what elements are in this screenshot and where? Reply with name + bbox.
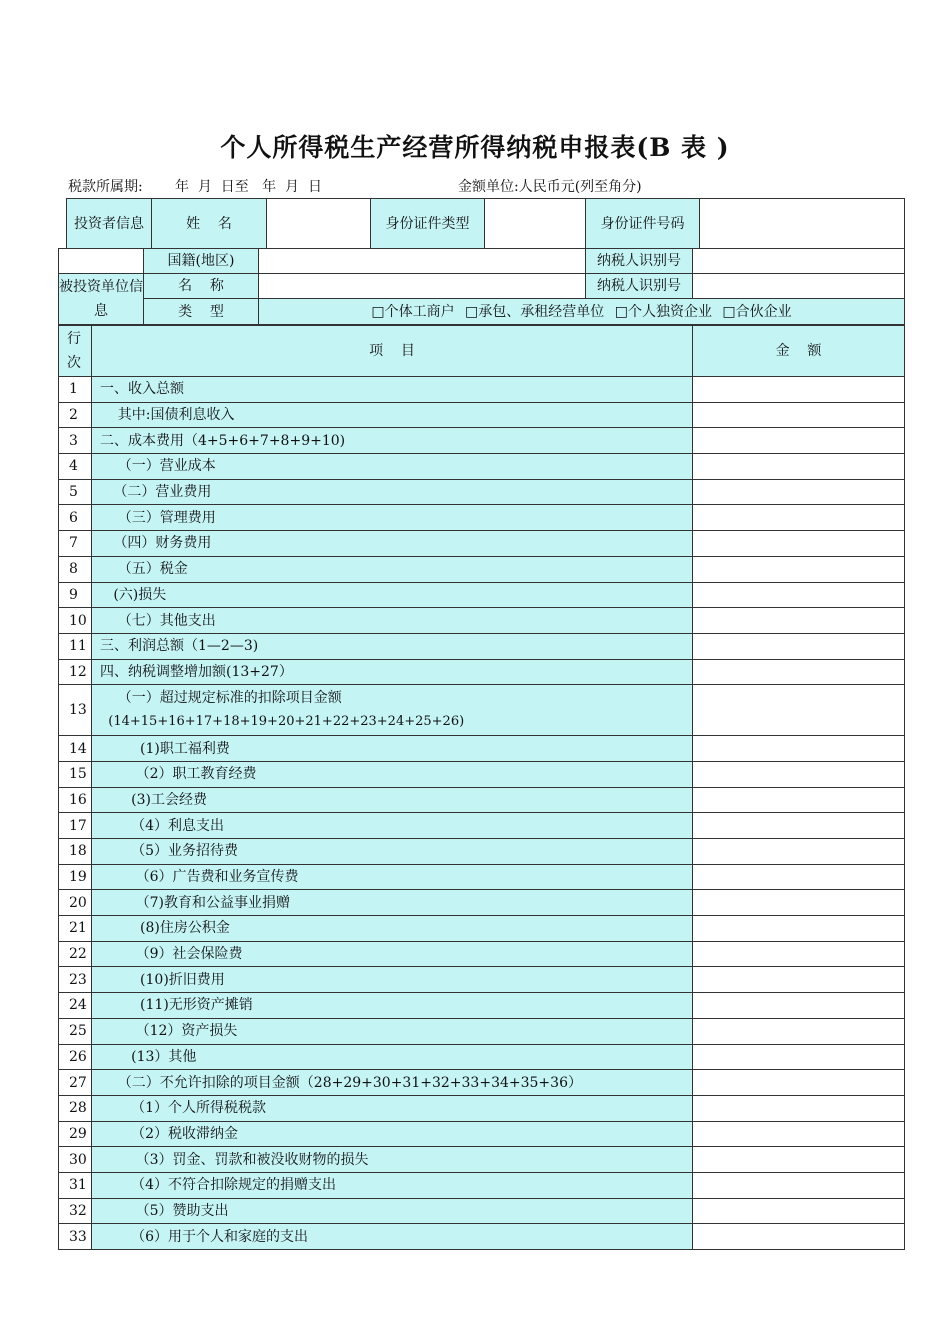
table-row <box>59 1198 905 1224</box>
row-amount-field[interactable] <box>693 941 905 967</box>
row-amount-field[interactable] <box>693 839 905 865</box>
row-number: 11 <box>59 633 92 659</box>
row-number: 26 <box>59 1044 92 1070</box>
row-number: 27 <box>59 1070 92 1096</box>
row-amount-field[interactable] <box>693 402 905 428</box>
table-row <box>59 1121 905 1147</box>
row-number: 17 <box>59 813 92 839</box>
row-number: 9 <box>59 582 92 608</box>
row-amount-field[interactable] <box>693 685 905 736</box>
row-amount-field[interactable] <box>693 916 905 942</box>
row-number: 30 <box>59 1147 92 1173</box>
row-item-label: （五）税金 <box>92 556 693 582</box>
row-item-label: (3)工会经费 <box>92 787 693 813</box>
row-amount-field[interactable] <box>693 479 905 505</box>
table-row <box>59 659 905 685</box>
row-amount-field[interactable] <box>693 377 905 403</box>
row-item-label: （二）不允许扣除的项目金额（28+29+30+31+32+33+34+35+36） <box>92 1070 693 1096</box>
type-option-individual-business[interactable]: □个体工商户 <box>371 303 455 320</box>
row-number: 3 <box>59 428 92 454</box>
table-row <box>59 1095 905 1121</box>
row-number: 6 <box>59 505 92 531</box>
table-row <box>59 813 905 839</box>
row-number: 7 <box>59 531 92 557</box>
row-amount-field[interactable] <box>693 1224 905 1250</box>
table-row <box>59 916 905 942</box>
row-item-label: （1）个人所得税税款 <box>92 1095 693 1121</box>
table-row <box>59 787 905 813</box>
row-number: 4 <box>59 454 92 480</box>
table-row <box>59 1147 905 1173</box>
row-number: 16 <box>59 787 92 813</box>
invested-unit-section-label: 被投资单位信息 <box>59 274 144 325</box>
row-item-label: （二）营业费用 <box>92 479 693 505</box>
row-amount-field[interactable] <box>693 761 905 787</box>
row-amount-field[interactable] <box>693 1198 905 1224</box>
row-item-label: 其中:国债利息收入 <box>92 402 693 428</box>
row-amount-field[interactable] <box>693 556 905 582</box>
row-number: 25 <box>59 1018 92 1044</box>
table-row <box>59 993 905 1019</box>
row-item-label: （2）税收滞纳金 <box>92 1121 693 1147</box>
row-number: 19 <box>59 864 92 890</box>
row-amount-field[interactable] <box>693 1121 905 1147</box>
form-title: 个人所得税生产经营所得纳税申报表(B 表 ) <box>220 133 730 162</box>
table-row <box>59 1172 905 1198</box>
row-item-label: (13）其他 <box>92 1044 693 1070</box>
row-item-label: （2）职工教育经费 <box>92 761 693 787</box>
row-amount-field[interactable] <box>693 993 905 1019</box>
table-row <box>59 377 905 403</box>
row-amount-field[interactable] <box>693 1044 905 1070</box>
table-row <box>59 505 905 531</box>
tax-period-fields[interactable]: 年 月 日至 年 月 日 <box>175 179 322 195</box>
row-item-label: （四）财务费用 <box>92 531 693 557</box>
row-number: 33 <box>59 1224 92 1250</box>
investor-name-field[interactable] <box>267 199 371 249</box>
row-number: 23 <box>59 967 92 993</box>
table-row <box>59 479 905 505</box>
row-number: 1 <box>59 377 92 403</box>
type-option-contract-lease[interactable]: □承包、承租经营单位 <box>465 303 605 320</box>
items-table <box>58 325 905 1250</box>
row-number: 5 <box>59 479 92 505</box>
row-item-label: （3）罚金、罚款和被没收财物的损失 <box>92 1147 693 1173</box>
unit-name-label: 名 称 <box>144 274 259 299</box>
row-item-label-line2: (14+15+16+17+18+19+20+21+22+23+24+25+26) <box>100 714 465 730</box>
row-amount-field[interactable] <box>693 505 905 531</box>
table-row <box>59 864 905 890</box>
table-row <box>59 556 905 582</box>
nationality-field[interactable] <box>259 249 586 274</box>
investor-taxpayer-id-field[interactable] <box>693 249 905 274</box>
row-number: 24 <box>59 993 92 1019</box>
table-row <box>59 608 905 634</box>
row-item-label: 四、纳税调整增加额(13+27） <box>92 659 693 685</box>
row-number: 32 <box>59 1198 92 1224</box>
row-amount-field[interactable] <box>693 633 905 659</box>
row-amount-field[interactable] <box>693 890 905 916</box>
row-item-label: （7)教育和公益事业捐赠 <box>92 890 693 916</box>
row-item-label: （一）营业成本 <box>92 454 693 480</box>
id-number-label: 身份证件号码 <box>586 199 700 249</box>
unit-type-label: 类 型 <box>144 299 259 325</box>
row-number: 29 <box>59 1121 92 1147</box>
blank-cell <box>59 249 144 274</box>
row-number: 13 <box>59 685 92 736</box>
row-amount-field[interactable] <box>693 1018 905 1044</box>
table-row <box>59 736 905 762</box>
row-number: 20 <box>59 890 92 916</box>
investor-info-table <box>66 198 905 249</box>
row-number: 14 <box>59 736 92 762</box>
row-item-label: （5）赞助支出 <box>92 1198 693 1224</box>
investor-name-label: 姓 名 <box>152 199 267 249</box>
row-item-label: （三）管理费用 <box>92 505 693 531</box>
table-row <box>59 531 905 557</box>
table-row <box>59 402 905 428</box>
table-row <box>59 1018 905 1044</box>
row-number: 8 <box>59 556 92 582</box>
row-number: 28 <box>59 1095 92 1121</box>
row-amount-field[interactable] <box>693 454 905 480</box>
row-item-label: （4）利息支出 <box>92 813 693 839</box>
unit-name-field[interactable] <box>259 274 586 299</box>
id-number-field[interactable] <box>700 199 905 249</box>
row-amount-field[interactable] <box>693 1172 905 1198</box>
row-amount-field[interactable] <box>693 736 905 762</box>
row-item-label: （6）广告费和业务宣传费 <box>92 864 693 890</box>
row-amount-field[interactable] <box>693 428 905 454</box>
row-item-label: 一、收入总额 <box>92 377 693 403</box>
row-item-label: (10)折旧费用 <box>92 967 693 993</box>
row-item-label-line1: （一）超过规定标准的扣除项目金额 <box>100 690 342 707</box>
row-amount-field[interactable] <box>693 864 905 890</box>
row-amount-field[interactable] <box>693 1147 905 1173</box>
row-item-label: 三、利润总额（1—2—3) <box>92 633 693 659</box>
row-item-label: （5）业务招待费 <box>92 839 693 865</box>
row-amount-field[interactable] <box>693 787 905 813</box>
row-item-label: (11)无形资产摊销 <box>92 993 693 1019</box>
row-item-label: （6）用于个人和家庭的支出 <box>92 1224 693 1250</box>
table-row <box>59 1044 905 1070</box>
table-row <box>59 839 905 865</box>
row-item-label: （4）不符合扣除规定的捐赠支出 <box>92 1172 693 1198</box>
row-amount-field[interactable] <box>693 1095 905 1121</box>
type-option-partnership[interactable]: □合伙企业 <box>722 303 792 320</box>
row-amount-field[interactable] <box>693 967 905 993</box>
row-number: 21 <box>59 916 92 942</box>
item-header: 项 目 <box>92 326 693 377</box>
investor-section-label: 投资者信息 <box>67 199 152 249</box>
row-number: 31 <box>59 1172 92 1198</box>
table-row <box>59 890 905 916</box>
row-item-label: (六)损失 <box>92 582 693 608</box>
row-amount-field[interactable] <box>693 531 905 557</box>
table-row <box>59 967 905 993</box>
row-item-label: （12）资产损失 <box>92 1018 693 1044</box>
row-item-label: （9）社会保险费 <box>92 941 693 967</box>
unit-taxpayer-id-label: 纳税人识别号 <box>586 274 693 299</box>
amount-header: 金 额 <box>693 326 905 377</box>
row-amount-field[interactable] <box>693 659 905 685</box>
id-type-label: 身份证件类型 <box>371 199 485 249</box>
row-item-label: (1)职工福利费 <box>92 736 693 762</box>
table-row <box>59 633 905 659</box>
row-number-header: 行次 <box>59 326 92 377</box>
row-amount-field[interactable] <box>693 582 905 608</box>
table-row <box>59 1224 905 1250</box>
row-item-label: 二、成本费用（4+5+6+7+8+9+10) <box>92 428 693 454</box>
row-item-label <box>92 685 693 736</box>
table-row <box>59 761 905 787</box>
table-row <box>59 941 905 967</box>
investor-taxpayer-id-label: 纳税人识别号 <box>586 249 693 274</box>
table-row <box>59 685 905 736</box>
row-amount-field[interactable] <box>693 813 905 839</box>
table-row <box>59 454 905 480</box>
table-row <box>59 582 905 608</box>
table-row <box>59 1070 905 1096</box>
invested-unit-table <box>58 248 905 325</box>
nationality-label: 国籍(地区) <box>144 249 259 274</box>
row-number: 18 <box>59 839 92 865</box>
row-number: 10 <box>59 608 92 634</box>
row-item-label: (8)住房公积金 <box>92 916 693 942</box>
row-number: 2 <box>59 402 92 428</box>
type-option-sole-proprietorship[interactable]: □个人独资企业 <box>614 303 712 320</box>
row-amount-field[interactable] <box>693 608 905 634</box>
row-amount-field[interactable] <box>693 1070 905 1096</box>
row-item-label: （七）其他支出 <box>92 608 693 634</box>
id-type-field[interactable] <box>485 199 586 249</box>
unit-type-options <box>259 299 905 325</box>
amount-unit: 金额单位:人民币元(列至角分) <box>458 179 642 195</box>
table-row <box>59 428 905 454</box>
row-number: 22 <box>59 941 92 967</box>
tax-period-label: 税款所属期: <box>68 179 143 195</box>
row-number: 15 <box>59 761 92 787</box>
row-number: 12 <box>59 659 92 685</box>
unit-taxpayer-id-field[interactable] <box>693 274 905 299</box>
